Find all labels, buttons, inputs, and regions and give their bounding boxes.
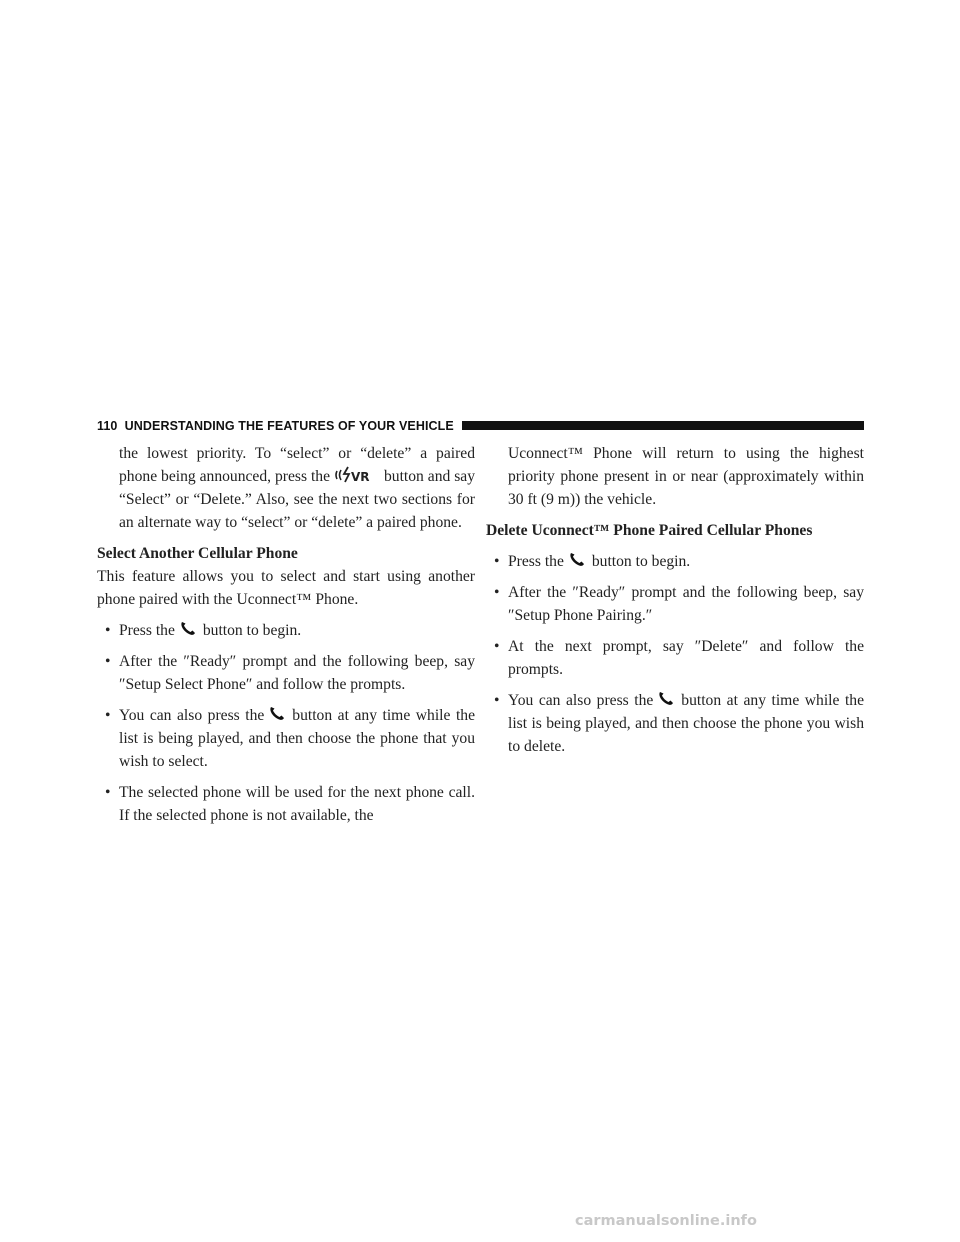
bullet-dot: • [494, 584, 500, 601]
bullet-text: The selected phone will be used for the next phone call. If the selected phone is not available, the [119, 784, 475, 824]
page-number: 110 [97, 419, 118, 433]
select-phone-heading: Select Another Cellular Phone [97, 545, 298, 562]
bullet-text: After the ″Ready″ prompt and the following beep, say ″Setup Select Phone″ and follow the prompts. [119, 653, 475, 693]
list-item [486, 689, 864, 758]
page-header-text [97, 419, 454, 433]
list-item [486, 581, 864, 627]
bullet-dot: • [494, 692, 500, 709]
delete-phone-heading: Delete Uconnect™ Phone Paired Cellular Phones [486, 522, 813, 539]
phone-icon [179, 621, 199, 637]
phone-icon [568, 552, 588, 568]
list-item [97, 619, 475, 642]
bullet-dot: • [494, 553, 500, 570]
bullet-dot: • [494, 638, 500, 655]
list-item [486, 635, 864, 681]
svg-text:VR: VR [351, 470, 370, 484]
bullet-text: After the ″Ready″ prompt and the following beep, say ″Setup Phone Pairing.″ [508, 584, 864, 624]
bullet-text: You can also press the [508, 692, 654, 709]
bullet-text: button at any time while the list is being played, and then choose the phone that you wish to select. [119, 707, 475, 770]
list-item [97, 704, 475, 773]
bullet-dot: • [105, 653, 111, 670]
phone-icon [657, 691, 677, 707]
list-item [97, 781, 475, 827]
watermark-logo: carmanualsonline.info [575, 1213, 757, 1229]
list-item [486, 550, 864, 573]
right-column [486, 442, 864, 758]
bullet-dot: • [105, 784, 111, 801]
header-rule [462, 421, 864, 430]
list-item [97, 650, 475, 696]
bullet-text: Press the [508, 553, 564, 570]
page-header [97, 419, 864, 433]
bullet-text: At the next prompt, say ″Delete″ and follow the prompts. [508, 638, 864, 678]
continued-paragraph [97, 442, 475, 534]
bullet-dot: • [105, 622, 111, 639]
phone-icon [268, 706, 288, 722]
bullet-dot: • [105, 707, 111, 724]
select-phone-intro: This feature allows you to select and start using another phone paired with the Uconnect™ Phone. [97, 568, 475, 608]
bullet-text: button at any time while the list is being played, and then choose the phone you wish to delete. [508, 692, 864, 755]
continued-text-1: the lowest priority. To “select” or “delete” a paired phone being announced, press the [119, 445, 475, 485]
bullet-text: button to begin. [202, 622, 302, 639]
bullet-text: You can also press the [119, 707, 265, 724]
bullet-text: button to begin. [591, 553, 691, 570]
section-title: UNDERSTANDING THE FEATURES OF YOUR VEHICLE [124, 419, 454, 433]
bullet-text: Press the [119, 622, 175, 639]
continued-text-2: button and say “Select” or “Delete.” Also, see the next two sections for an alternate way to “select” or “delete” a paired phone. [119, 468, 476, 531]
continued-paragraph: Uconnect™ Phone will return to using the highest priority phone present in or near (approximately within 30 ft (9 m)) the vehicle. [508, 445, 864, 508]
left-column [97, 442, 475, 827]
voice-recognition-icon [334, 465, 380, 485]
